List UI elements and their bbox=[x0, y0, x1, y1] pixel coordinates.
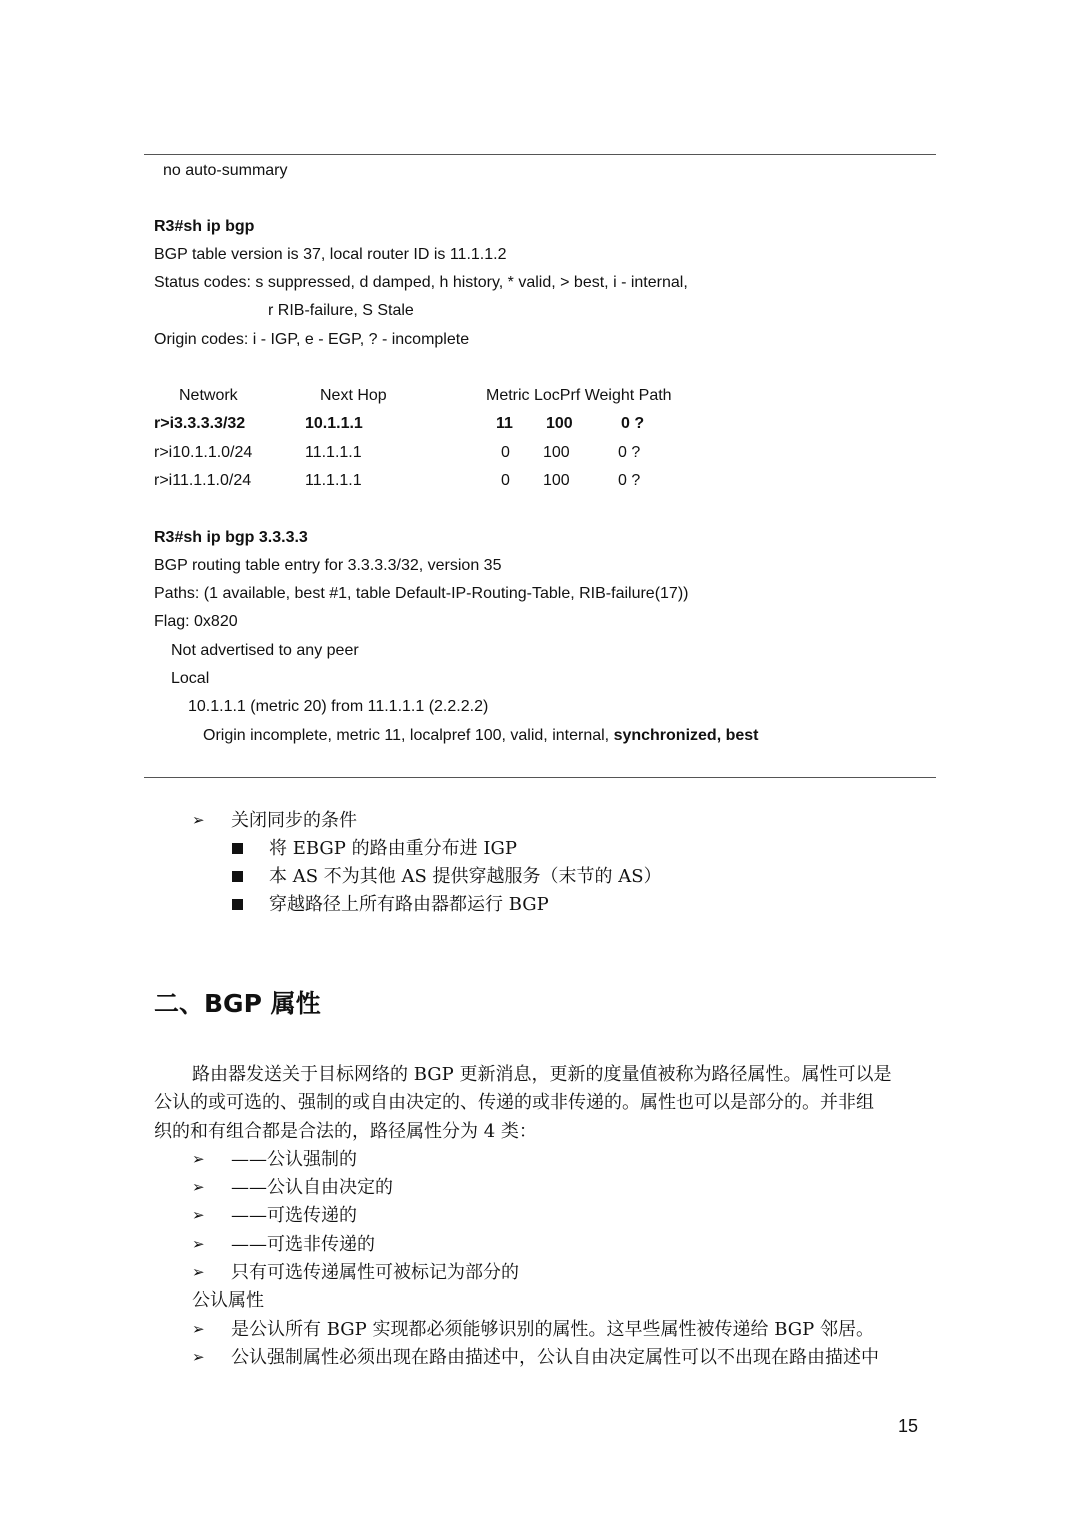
arrow-bullet-icon: ➢ bbox=[192, 1179, 205, 1196]
paths-line: Paths: (1 available, best #1, table Default-IP-Routing-Table, RIB-failure(17)) bbox=[154, 585, 689, 602]
well-known-item: 是公认所有 BGP 实现都必须能够识别的属性。这早些属性被传递给 BGP 邻居。 bbox=[231, 1319, 874, 1340]
status-codes-cont: r RIB-failure, S Stale bbox=[268, 302, 414, 319]
arrow-bullet-icon: ➢ bbox=[192, 812, 205, 829]
command-sh-ip-bgp-prefix: R3#sh ip bgp 3.3.3.3 bbox=[154, 529, 308, 546]
square-bullet-icon bbox=[232, 899, 243, 910]
nexthop-line: 10.1.1.1 (metric 20) from 11.1.1.1 (2.2.2.2) bbox=[188, 698, 489, 715]
row-metric: 0 bbox=[501, 472, 510, 489]
local-line: Local bbox=[171, 670, 210, 687]
row-locprf: 100 bbox=[546, 415, 573, 432]
row-network: r>i3.3.3.3/32 bbox=[154, 415, 246, 432]
origin-line-bold: synchronized, best bbox=[613, 727, 759, 744]
row-locprf: 100 bbox=[543, 472, 570, 489]
origin-line bbox=[203, 726, 758, 746]
arrow-bullet-icon: ➢ bbox=[192, 1151, 205, 1168]
row-network: r>i10.1.1.0/24 bbox=[154, 444, 253, 461]
row-weight-path: 0 ? bbox=[618, 472, 641, 489]
flag-line: Flag: 0x820 bbox=[154, 613, 238, 630]
arrow-bullet-icon: ➢ bbox=[192, 1264, 205, 1281]
row-next-hop: 11.1.1.1 bbox=[305, 472, 362, 489]
origin-line-text: Origin incomplete, metric 11, localpref 100, valid, internal, bbox=[203, 727, 614, 744]
routing-table-entry: BGP routing table entry for 3.3.3.3/32, version 35 bbox=[154, 557, 502, 574]
well-known-label: 公认属性 bbox=[192, 1290, 264, 1311]
not-advertised-line: Not advertised to any peer bbox=[171, 642, 359, 659]
bgp-table-version: BGP table version is 37, local router ID is 11.1.1.2 bbox=[154, 246, 507, 263]
attr-item: 只有可选传递属性可被标记为部分的 bbox=[231, 1262, 519, 1283]
header-next-hop: Next Hop bbox=[320, 387, 387, 404]
header-network: Network bbox=[179, 387, 238, 404]
row-network: r>i11.1.1.0/24 bbox=[154, 472, 252, 489]
code-line-no-auto-summary: no auto-summary bbox=[163, 162, 288, 179]
page-number: 15 bbox=[898, 1416, 919, 1436]
sync-condition-item: 本 AS 不为其他 AS 提供穿越服务（末节的 AS） bbox=[269, 866, 662, 887]
arrow-bullet-icon: ➢ bbox=[192, 1349, 205, 1366]
well-known-item: 公认强制属性必须出现在路由描述中，公认自由决定属性可以不出现在路由描述中 bbox=[231, 1347, 879, 1368]
row-locprf: 100 bbox=[543, 444, 570, 461]
square-bullet-icon bbox=[232, 871, 243, 882]
top-rule bbox=[144, 154, 936, 155]
square-bullet-icon bbox=[232, 843, 243, 854]
row-weight-path: 0 ? bbox=[621, 415, 645, 432]
header-metric-locprf-weight-path: Metric LocPrf Weight Path bbox=[486, 387, 672, 404]
attr-item: ——公认强制的 bbox=[231, 1149, 357, 1170]
command-sh-ip-bgp: R3#sh ip bgp bbox=[154, 218, 255, 235]
sync-condition-item: 将 EBGP 的路由重分布进 IGP bbox=[269, 838, 517, 859]
sync-condition-item: 穿越路径上所有路由器都运行 BGP bbox=[269, 894, 549, 915]
row-weight-path: 0 ? bbox=[618, 444, 641, 461]
arrow-bullet-icon: ➢ bbox=[192, 1207, 205, 1224]
sync-conditions-title: 关闭同步的条件 bbox=[231, 810, 357, 831]
section-heading: 二、BGP 属性 bbox=[154, 989, 321, 1018]
status-codes: Status codes: s suppressed, d damped, h history, * valid, > best, i - internal, bbox=[154, 274, 688, 291]
paragraph-line: 公认的或可选的、强制的或自由决定的、传递的或非传递的。属性也可以是部分的。并非组 bbox=[154, 1092, 874, 1113]
attr-item: ——公认自由决定的 bbox=[231, 1177, 393, 1198]
attr-item: ——可选传递的 bbox=[231, 1205, 357, 1226]
row-metric: 11 bbox=[496, 415, 513, 432]
arrow-bullet-icon: ➢ bbox=[192, 1321, 205, 1338]
row-next-hop: 10.1.1.1 bbox=[305, 415, 363, 432]
origin-codes: Origin codes: i - IGP, e - EGP, ? - incomplete bbox=[154, 331, 470, 348]
row-metric: 0 bbox=[501, 444, 510, 461]
paragraph-line: 织的和有组合都是合法的，路径属性分为 4 类： bbox=[154, 1121, 537, 1142]
bottom-rule bbox=[144, 777, 936, 778]
paragraph-line: 路由器发送关于目标网络的 BGP 更新消息，更新的度量值被称为路径属性。属性可以是 bbox=[192, 1064, 892, 1085]
arrow-bullet-icon: ➢ bbox=[192, 1236, 205, 1253]
attr-item: ——可选非传递的 bbox=[231, 1234, 375, 1255]
row-next-hop: 11.1.1.1 bbox=[305, 444, 362, 461]
